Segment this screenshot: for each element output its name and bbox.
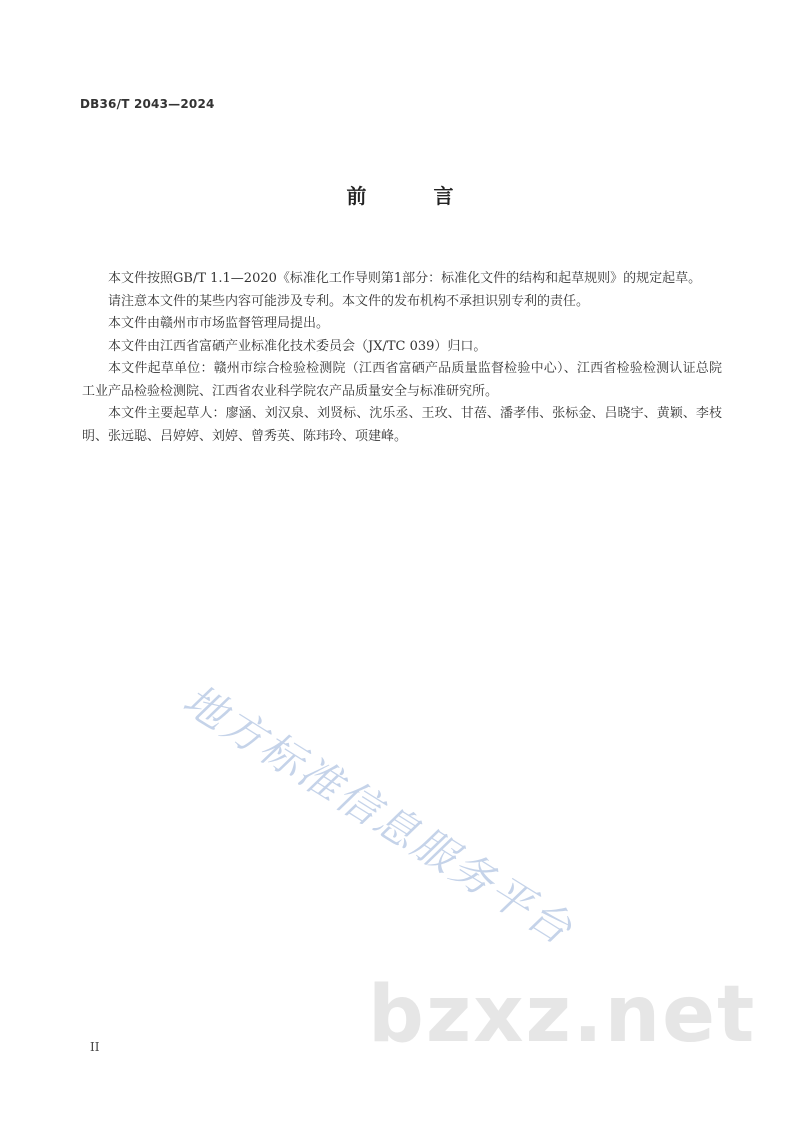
foreword-body (82, 268, 722, 448)
page-title: 前 言 (346, 184, 484, 208)
paragraph-drafters: 本文件主要起草人：廖涵、刘汉泉、刘贤标、沈乐丞、王玫、甘蓓、潘孝伟、张标金、吕晓宇、黄颖、李枝明、张远聪、吕婷婷、刘婷、曾秀英、陈玮玲、项建峰。 (82, 406, 722, 444)
paragraph-proposer: 本文件由赣州市市场监督管理局提出。 (108, 316, 330, 331)
paragraph-committee: 本文件由江西省富硒产业标准化技术委员会（JX/TC 039）归口。 (108, 338, 487, 354)
standard-code: DB36/T 2043—2024 (80, 97, 215, 111)
paragraph-drafting-rules: 本文件按照GB/T 1.1—2020《标准化工作导则第1部分：标准化文件的结构和起草规则》的规定起草。 (108, 271, 702, 286)
page-number: II (90, 1040, 100, 1054)
paragraph-drafting-units: 本文件起草单位：赣州市综合检验检测院（江西省富硒产品质量监督检验中心）、江西省检验检测认证总院工业产品检验检测院、江西省农业科学院农产品质量安全与标准研究所。 (82, 361, 722, 399)
paragraph-patent-notice: 请注意本文件的某些内容可能涉及专利。本文件的发布机构不承担识别专利的责任。 (108, 293, 590, 309)
platform-watermark: 地方标准信息服务平台 (174, 674, 583, 955)
site-watermark: bzxz.net (368, 970, 757, 1060)
